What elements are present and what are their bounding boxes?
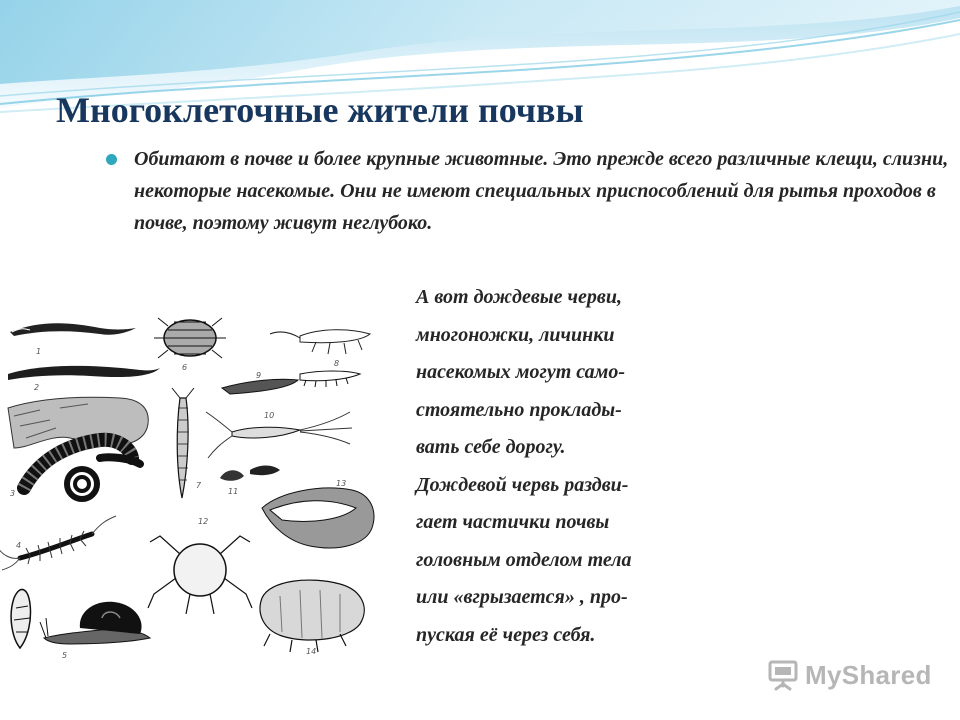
figure-number: 6 — [182, 363, 188, 372]
poem-line: пуская её через себя. — [416, 623, 596, 646]
bullet-dot — [106, 154, 117, 165]
poem-line: вать себе дорогу. — [416, 436, 566, 458]
poem-line: или «вгрызается» , про- — [416, 586, 628, 608]
figure-number: 14 — [306, 647, 317, 656]
figure-number: 10 — [264, 411, 275, 420]
poem-text-block — [416, 279, 746, 654]
poem-line: насекомых могут само- — [416, 361, 626, 383]
figure-number: 8 — [334, 359, 340, 368]
figure-number: 4 — [16, 541, 22, 550]
watermark — [766, 655, 932, 695]
figure-number: 9 — [256, 371, 262, 380]
figure-number: 5 — [62, 651, 68, 660]
figure-number: 1 — [36, 347, 42, 356]
poem-line: А вот дождевые черви, — [416, 286, 622, 308]
poem-line: головным отделом тела — [416, 548, 632, 571]
poem-line: гает частички почвы — [416, 511, 610, 533]
figure-number: 3 — [10, 489, 16, 498]
slide-title: Многоклеточные жители почвы — [56, 90, 584, 130]
bullet-text: Обитают в почве и более крупные животные. Это прежде всего различные клещи, слизни, некоторые насекомые. Они не имеют специальных приспособлений для рытья проходов в почве, поэтому живут неглубоко. — [134, 148, 949, 234]
figure-number: 7 — [196, 481, 202, 490]
soil-animals-illustration — [0, 298, 383, 690]
figure-number: 2 — [34, 383, 40, 392]
figure-number: 12 — [198, 517, 209, 526]
woodlouse-drawing — [154, 318, 226, 358]
presentation-board-icon — [766, 658, 800, 692]
poem-line: многоножки, личинки — [416, 323, 615, 346]
figure-number: 11 — [228, 487, 239, 496]
figure-number: 13 — [336, 479, 347, 488]
poem-line: Дождевой червь раздви- — [416, 473, 629, 496]
watermark-text: MyShared — [805, 659, 932, 690]
poem-line: стоятельно проклады- — [416, 398, 622, 421]
